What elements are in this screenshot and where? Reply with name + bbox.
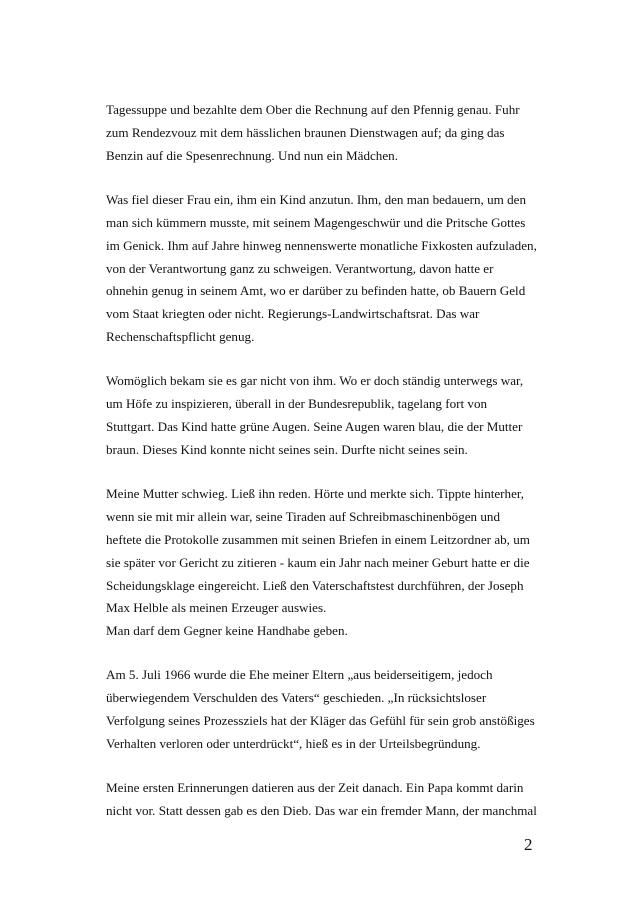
text-line: um Höfe zu inspizieren, überall in der Bundesrepublik, tagelang fort von: [106, 396, 488, 412]
text-line: Meine Mutter schwieg. Ließ ihn reden. Hörte und merkte sich. Tippte hinterher,: [106, 486, 525, 502]
text-line: zum Rendezvouz mit dem hässlichen braunen Dienstwagen auf; da ging das: [106, 124, 505, 140]
paragraph-1: [106, 99, 542, 168]
text-line: Meine ersten Erinnerungen datieren aus der Zeit danach. Ein Papa kommt darin: [106, 780, 524, 796]
text-line: sie später vor Gericht zu zitieren - kaum ein Jahr nach meiner Geburt hatte er die: [106, 554, 530, 570]
paragraph-2: [106, 189, 542, 349]
text-line: ohnehin genug in seinem Amt, wo er darüber zu befinden hatte, ob Bauern Geld: [106, 283, 526, 299]
body-text: [106, 99, 542, 823]
paragraph-5: [106, 664, 542, 756]
text-line: vom Staat kriegten oder nicht. Regierungs-Landwirtschaftsrat. Das war: [106, 306, 480, 322]
text-line: überwiegendem Verschulden des Vaters“ geschieden. „In rücksichtsloser: [106, 690, 487, 706]
text-line: Am 5. Juli 1966 wurde die Ehe meiner Eltern „aus beiderseitigem, jedoch: [106, 667, 493, 683]
text-line: braun. Dieses Kind konnte nicht seines sein. Durfte nicht seines sein.: [106, 441, 468, 457]
text-line: wenn sie mit mir allein war, seine Tiraden auf Schreibmaschinenbögen und: [106, 508, 501, 524]
text-line: Was fiel dieser Frau ein, ihm ein Kind anzutun. Ihm, den man bedauern, um den: [106, 191, 527, 207]
text-line: man sich kümmern musste, mit seinem Magengeschwür und die Pritsche Gottes: [106, 214, 526, 230]
text-line: Tagessuppe und bezahlte dem Ober die Rechnung auf den Pfennig genau. Fuhr: [106, 102, 520, 117]
paragraph-gap: [106, 168, 542, 189]
paragraph-4: [106, 483, 542, 643]
text-line: Rechenschaftspflicht genug.: [106, 329, 255, 345]
page-number: 2: [524, 835, 533, 854]
text-line: Max Helble als meinen Erzeuger auswies.: [106, 600, 327, 616]
paragraph-3: [106, 370, 542, 462]
text-line: von der Verantwortung ganz zu schweigen. Verantwortung, davon hatte er: [106, 260, 494, 276]
text-line: Stuttgart. Das Kind hatte grüne Augen. Seine Augen waren blau, die der Mutter: [106, 419, 523, 435]
paragraph-6: [106, 777, 542, 823]
paragraph-gap: [106, 643, 542, 664]
text-line: Verfolgung seines Prozessziels hat der Kläger das Gefühl für sein grob anstößiges: [106, 713, 535, 729]
text-line: Scheidungsklage eingereicht. Ließ den Vaterschaftstest durchführen, der Joseph: [106, 577, 524, 593]
text-line: Benzin auf die Spesenrechnung. Und nun ein Mädchen.: [106, 147, 398, 163]
text-line: im Genick. Ihm auf Jahre hinweg nennenswerte monatliche Fixkosten aufzuladen,: [106, 237, 537, 253]
text-line: nicht vor. Statt dessen gab es den Dieb. Das war ein fremder Mann, der manchmal: [106, 803, 537, 819]
paragraph-gap: [106, 756, 542, 777]
text-line: heftete die Protokolle zusammen mit seinen Briefen in einem Leitzordner ab, um: [106, 531, 530, 547]
paragraph-gap: [106, 349, 542, 370]
text-line: Verhalten verloren oder unterdrückt“, hieß es in der Urteilsbegründung.: [106, 736, 481, 752]
text-line: Man darf dem Gegner keine Handhabe geben.: [106, 623, 348, 639]
paragraph-gap: [106, 462, 542, 483]
text-line: Womöglich bekam sie es gar nicht von ihm. Wo er doch ständig unterwegs war,: [106, 373, 524, 389]
